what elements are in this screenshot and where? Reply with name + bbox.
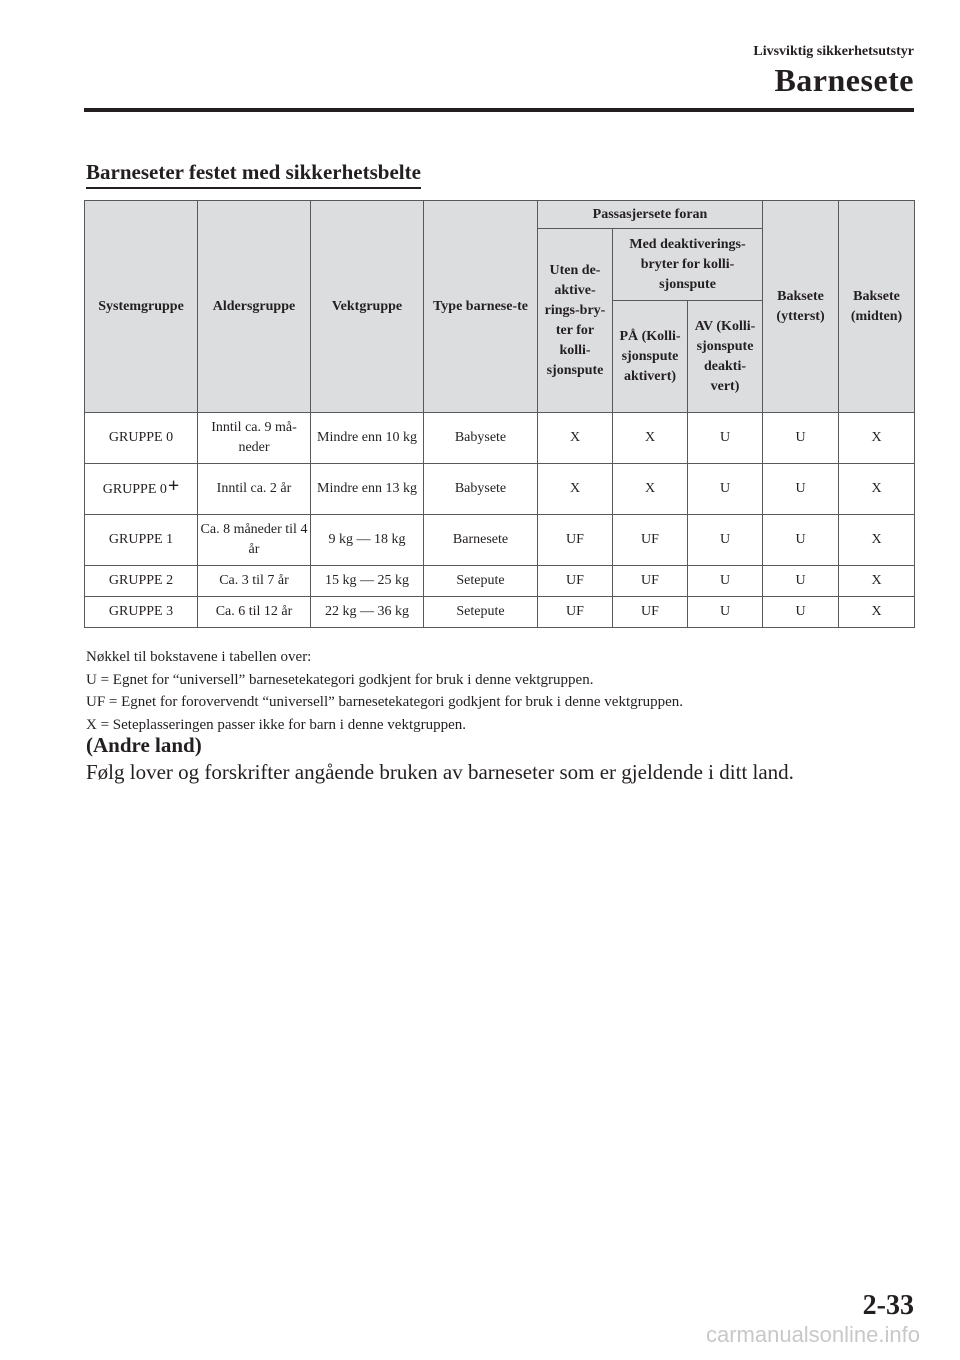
table-row [85, 515, 915, 566]
table-key [86, 646, 683, 736]
cell-group [85, 464, 198, 515]
header-seat-type: Type barnese-te [424, 201, 538, 413]
section-title: Barneseter festet med sikkerhetsbelte [86, 160, 421, 189]
cell-age: Inntil ca. 9 må-neder [198, 413, 311, 464]
header-rear-middle: Baksete (midten) [839, 201, 915, 413]
plus-icon: + [167, 474, 180, 497]
cell-weight: 9 kg — 18 kg [311, 515, 424, 566]
chapter-title: Barnesete [774, 62, 914, 98]
child-seat-table [84, 200, 915, 628]
cell-group: GRUPPE 2 [85, 566, 198, 597]
cell-middle: X [839, 597, 915, 628]
watermark: carmanualsonline.info [705, 1322, 920, 1347]
cell-group: GRUPPE 1 [85, 515, 198, 566]
cell-outer: U [763, 566, 839, 597]
cell-on: UF [613, 566, 688, 597]
cell-on: UF [613, 515, 688, 566]
cell-without: X [538, 464, 613, 515]
header-without-switch: Uten de-aktive-rings-bry-ter for kolli-sjonspute [538, 229, 613, 413]
cell-outer: U [763, 515, 839, 566]
cell-weight: Mindre enn 13 kg [311, 464, 424, 515]
header-system-group: Systemgruppe [85, 201, 198, 413]
chapter-subtitle: Livsviktig sikkerhetsutstyr [753, 44, 914, 59]
cell-type: Setepute [424, 597, 538, 628]
cell-outer: U [763, 597, 839, 628]
cell-group-label: GRUPPE 0 [102, 481, 167, 497]
table-row [85, 413, 915, 464]
cell-outer: U [763, 413, 839, 464]
key-u: U = Egnet for “universell” barnesetekategori godkjent for bruk i denne vektgruppen. [86, 671, 594, 688]
table-row [85, 566, 915, 597]
cell-age: Ca. 3 til 7 år [198, 566, 311, 597]
cell-off: U [688, 597, 763, 628]
table-row [85, 597, 915, 628]
page-number: 2-33 [862, 1290, 914, 1321]
cell-outer: U [763, 464, 839, 515]
header-weight-group: Vektgruppe [311, 201, 424, 413]
cell-on: UF [613, 597, 688, 628]
cell-middle: X [839, 413, 915, 464]
cell-type: Barnesete [424, 515, 538, 566]
cell-weight: 15 kg — 25 kg [311, 566, 424, 597]
key-x: X = Seteplasseringen passer ikke for barn i denne vektgruppen. [86, 716, 467, 733]
key-uf: UF = Egnet for forovervendt “universell” barnesetekategori godkjent for bruk i denne vektgruppen. [86, 694, 684, 710]
cell-off: U [688, 413, 763, 464]
cell-off: U [688, 515, 763, 566]
header-age-group: Aldersgruppe [198, 201, 311, 413]
cell-group: GRUPPE 0 [85, 413, 198, 464]
cell-middle: X [839, 566, 915, 597]
cell-without: UF [538, 597, 613, 628]
header-with-switch: Med deaktiverings-bryter for kolli-sjonspute [613, 229, 763, 301]
cell-on: X [613, 464, 688, 515]
cell-group: GRUPPE 3 [85, 597, 198, 628]
header-airbag-on: PÅ (Kolli-sjonspute aktivert) [613, 301, 688, 413]
cell-type: Babysete [424, 413, 538, 464]
cell-off: U [688, 566, 763, 597]
cell-weight: 22 kg — 36 kg [311, 597, 424, 628]
cell-without: UF [538, 515, 613, 566]
cell-middle: X [839, 464, 915, 515]
cell-type: Babysete [424, 464, 538, 515]
cell-age: Inntil ca. 2 år [198, 464, 311, 515]
other-countries-title: (Andre land) [86, 733, 202, 757]
key-intro: Nøkkel til bokstavene i tabellen over: [86, 649, 312, 665]
table-row [85, 464, 915, 515]
cell-middle: X [839, 515, 915, 566]
cell-age: Ca. 8 måneder til 4 år [198, 515, 311, 566]
cell-without: X [538, 413, 613, 464]
cell-on: X [613, 413, 688, 464]
cell-type: Setepute [424, 566, 538, 597]
header-front-passenger: Passasjersete foran [538, 201, 763, 229]
header-rule [84, 108, 914, 112]
header-airbag-off: AV (Kolli-sjonspute deakti-vert) [688, 301, 763, 413]
cell-age: Ca. 6 til 12 år [198, 597, 311, 628]
cell-weight: Mindre enn 10 kg [311, 413, 424, 464]
other-countries-text: Følg lover og forskrifter angående bruken av barneseter som er gjeldende i ditt land. [86, 760, 794, 784]
cell-without: UF [538, 566, 613, 597]
header-rear-outer: Baksete (ytterst) [763, 201, 839, 413]
cell-off: U [688, 464, 763, 515]
